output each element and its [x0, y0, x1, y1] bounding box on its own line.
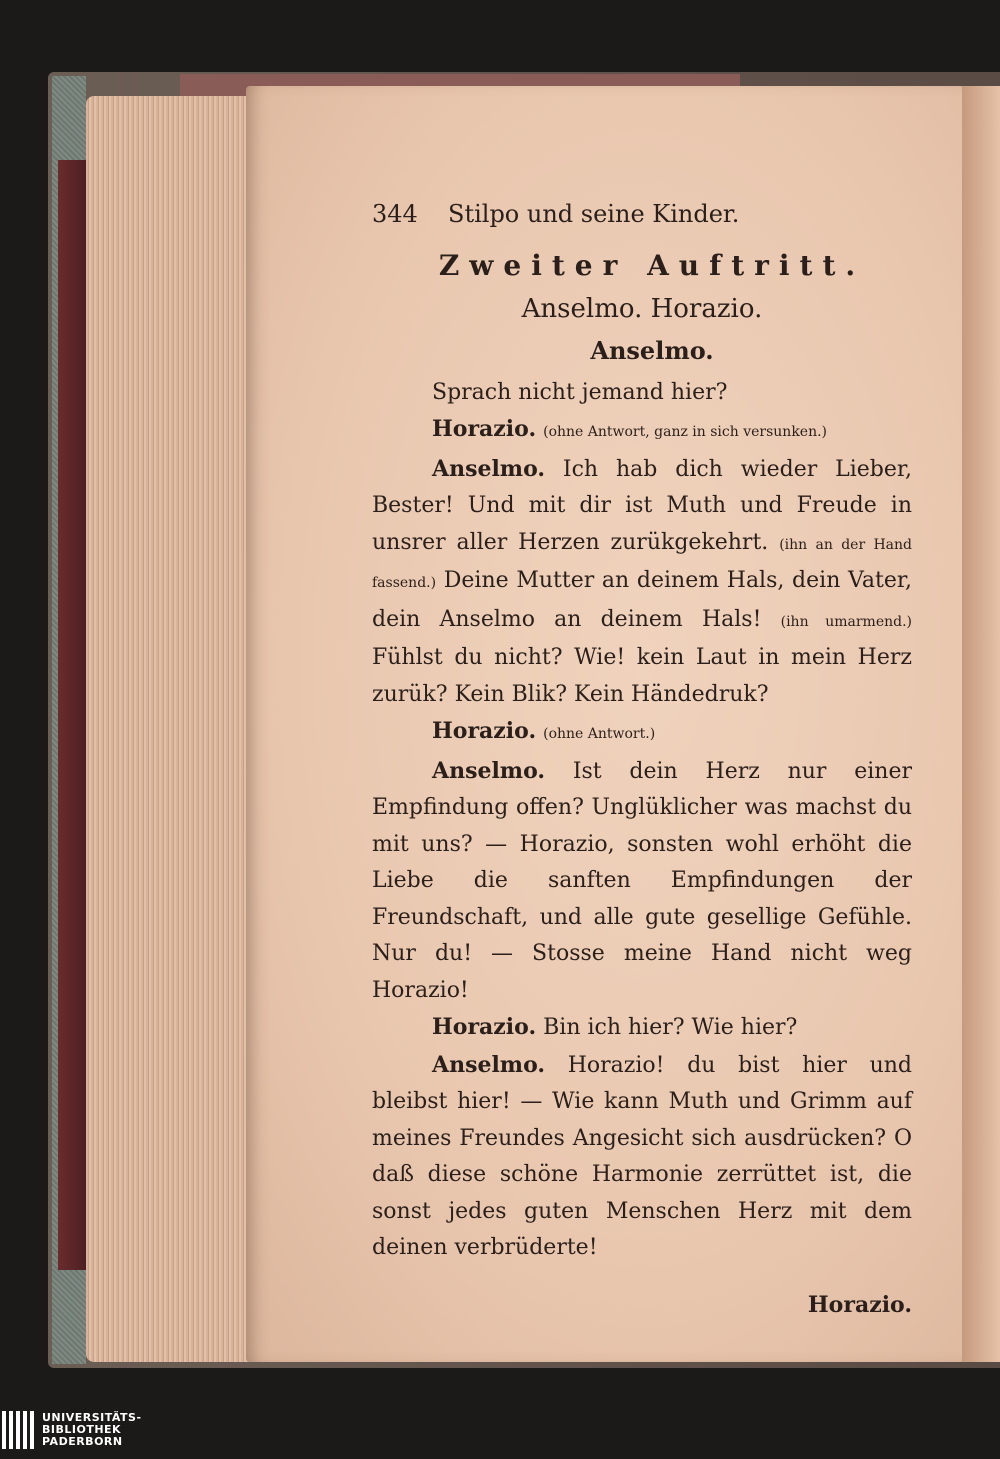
dialogue-line — [372, 713, 912, 753]
stage-direction: (ihn umarmend.) — [780, 613, 912, 630]
logo-line: PADERBORN — [42, 1435, 123, 1448]
library-logo — [2, 1410, 142, 1450]
dialogue-line — [372, 1009, 912, 1047]
logo-text — [42, 1412, 142, 1448]
running-title: Stilpo und seine Kinder. — [448, 200, 740, 228]
stage-direction: (ihn an der Hand fassend.) — [372, 536, 912, 591]
logo-bars-icon — [2, 1411, 34, 1449]
dialogue-line — [372, 753, 912, 1010]
scene-title: Zweiter Auftritt. — [438, 249, 866, 282]
dialogue-text: Fühlst du nicht? Wie! kein Laut in mein Herz zurük? Kein Blik? Kein Händedruk? — [372, 645, 912, 707]
speaker-name: Anselmo. — [432, 455, 546, 482]
dialogue-text: Sprach nicht jemand hier? — [432, 379, 728, 405]
dialogue-text: Bin ich hier? Wie hier? — [543, 1015, 798, 1040]
speaker-heading: Anselmo. — [590, 336, 714, 365]
catchword: Horazio. — [807, 1291, 912, 1318]
dialogue-text: Horazio! du bist hier und bleibst hier! — Wie kann Muth und Grimm auf meines Freundes Angesicht sich ausdrücken? O daß diese schöne Harmonie zerrüttet ist, die sonst jedes guten Menschen Herz mit dem deinen verbrüderte! — [372, 1052, 912, 1260]
scene-persons: Anselmo. Horazio. — [521, 293, 763, 324]
speaker-name: Anselmo. — [432, 1051, 546, 1078]
speaker-name: Anselmo. — [432, 757, 546, 784]
dialogue-text: Deine Mutter an deinem Hals, dein Vater, dein Anselmo an deinem Hals! — [372, 568, 912, 632]
speaker-name: Horazio. — [432, 416, 537, 442]
page-text — [372, 196, 912, 1323]
logo-line: UNIVERSITÄTS- — [42, 1411, 142, 1424]
dialogue-line — [372, 411, 912, 451]
dialogue-line — [372, 1047, 912, 1267]
page-number: 344 — [372, 200, 418, 228]
stage-direction: (ohne Antwort.) — [543, 726, 656, 742]
stage-direction: (ohne Antwort, ganz in sich versunken.) — [543, 424, 828, 440]
spine-leather — [58, 160, 88, 1270]
dialogue-line — [372, 451, 912, 714]
dialogue-line — [372, 374, 912, 412]
dialogue-text: Ich hab dich wieder Lieber, Bester! Und mit dir ist Muth und Freude in unsrer aller Herzen zurükgekehrt. — [372, 456, 912, 555]
pages-fore-edge — [86, 96, 254, 1362]
speaker-name: Horazio. — [432, 1014, 537, 1040]
speaker-name: Horazio. — [432, 718, 537, 744]
logo-line: BIBLIOTHEK — [42, 1423, 122, 1436]
page-header — [372, 196, 912, 242]
dialogue-text: Ist dein Herz nur einer Empfindung offen? Unglüklicher was machst du mit uns? — Horazio, sonsten wohl erhöht die Liebe die sanften Empfindungen der Freundschaft, und alle gute gesellige Gefühle. Nur du! — Stosse meine Hand nicht weg Horazio! — [372, 758, 912, 1003]
next-page-edge — [962, 86, 1000, 1362]
